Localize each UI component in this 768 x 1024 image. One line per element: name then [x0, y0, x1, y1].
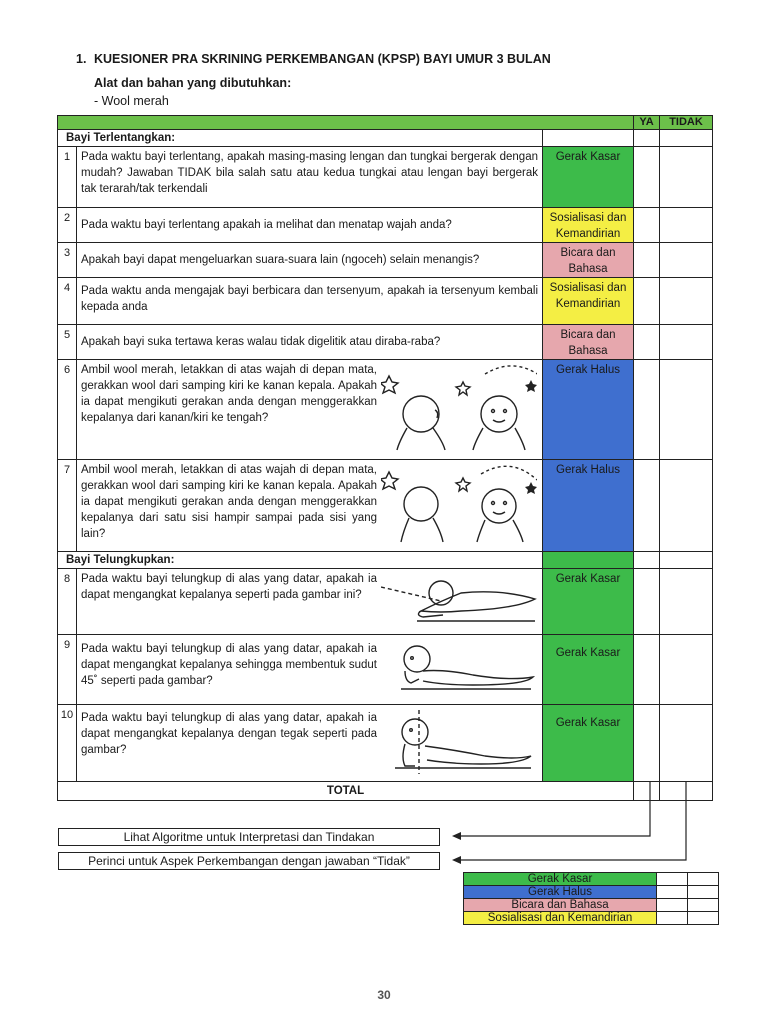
table-row [58, 705, 713, 782]
row-question: Pada waktu bayi terlentang apakah ia melihat dan menatap wajah anda? [77, 208, 543, 243]
heading-number: 1. [76, 52, 87, 66]
section-cat-cell [543, 130, 634, 147]
category-legend [463, 872, 719, 925]
answer-ya-cell[interactable] [634, 705, 660, 782]
legend-row [464, 912, 719, 925]
table-row [58, 147, 713, 208]
row-question: Apakah bayi dapat mengeluarkan suara-suara lain (ngoceh) selain menangis? [77, 243, 543, 278]
answer-tidak-cell[interactable] [660, 243, 713, 278]
answer-ya-cell[interactable] [634, 360, 660, 460]
row-category: Gerak Kasar [543, 705, 634, 782]
answer-tidak-cell[interactable] [660, 278, 713, 325]
row-question: Ambil wool merah, letakkan di atas wajah di depan mata, gerakkan wool dari samping kiri ke kanan kepala. Apakah ia dapat mengikuti gerakan anda dengan menggerakkan kepalanya dari kanan/kiri ke tengah? [81, 364, 377, 424]
legend-row [464, 873, 719, 886]
row-category: Gerak Kasar [543, 569, 634, 635]
row-number: 5 [58, 325, 77, 360]
section-ya-cell [634, 130, 660, 147]
row-question: Pada waktu bayi telungkup di alas yang datar, apakah ia dapat mengangkat kepalanya sehingga membentuk sudut 45˚ seperti pada gambar? [81, 643, 377, 687]
row-category: Gerak Halus [543, 460, 634, 552]
legend-label: Bicara dan Bahasa [464, 899, 657, 912]
row-number: 10 [58, 705, 77, 782]
answer-ya-cell[interactable] [634, 460, 660, 552]
legend-label: Sosialisasi dan Kemandirian [464, 912, 657, 925]
row-question: Ambil wool merah, letakkan di atas wajah di depan mata, gerakkan wool dari samping kiri ke kanan kepala. Apakah ia dapat mengikuti gerakan anda dengan menggerakkan kepalanya dari satu sisi hampir sampai pada sisi yang lain? [81, 464, 377, 540]
answer-ya-cell[interactable] [634, 325, 660, 360]
row-number: 9 [58, 635, 77, 705]
legend-tidak-cell[interactable] [688, 912, 719, 925]
row-number: 1 [58, 147, 77, 208]
materials-label: Alat dan bahan yang dibutuhkan: [94, 76, 292, 90]
detail-note: Perinci untuk Aspek Perkembangan dengan jawaban “Tidak” [58, 852, 440, 870]
legend-tidak-cell[interactable] [688, 873, 719, 886]
legend-label: Gerak Halus [464, 886, 657, 899]
table-row [58, 460, 713, 552]
table-row [58, 278, 713, 325]
table-row [58, 243, 713, 278]
answer-tidak-cell[interactable] [660, 635, 713, 705]
row-number: 6 [58, 360, 77, 460]
table-row [58, 208, 713, 243]
table-row [58, 569, 713, 635]
row-category: Gerak Kasar [543, 635, 634, 705]
baby-prone-45-illustration [381, 641, 537, 702]
baby-head-tracking-illustration [381, 462, 537, 549]
col-ya-header: YA [634, 116, 660, 130]
row-question-cell [77, 460, 543, 552]
section-tidak-cell [660, 552, 713, 569]
section-heading [76, 52, 551, 66]
section-title-terlentang: Bayi Terlentangkan: [58, 130, 543, 147]
row-question: Pada waktu anda mengajak bayi berbicara dan tersenyum, apakah ia tersenyum kembali kepada anda [77, 278, 543, 325]
total-row [58, 782, 713, 801]
total-label: TOTAL [58, 782, 634, 801]
answer-ya-cell[interactable] [634, 147, 660, 208]
table-row [58, 635, 713, 705]
row-number: 3 [58, 243, 77, 278]
legend-ya-cell[interactable] [657, 873, 688, 886]
answer-ya-cell[interactable] [634, 635, 660, 705]
row-category: Sosialisasi dan Kemandirian [543, 208, 634, 243]
row-question-cell [77, 360, 543, 460]
row-number: 8 [58, 569, 77, 635]
answer-ya-cell[interactable] [634, 278, 660, 325]
answer-ya-cell[interactable] [634, 208, 660, 243]
legend-ya-cell[interactable] [657, 886, 688, 899]
row-question-cell [77, 569, 543, 635]
arrow-head-icon [452, 856, 461, 864]
section-row [58, 130, 713, 147]
total-ya-cell[interactable] [634, 782, 660, 801]
answer-ya-cell[interactable] [634, 569, 660, 635]
legend-row [464, 886, 719, 899]
section-tidak-cell [660, 130, 713, 147]
answer-tidak-cell[interactable] [660, 569, 713, 635]
col-tidak-header: TIDAK [660, 116, 713, 130]
legend-row [464, 899, 719, 912]
answer-tidak-cell[interactable] [660, 147, 713, 208]
row-category: Bicara dan Bahasa [543, 325, 634, 360]
arrow-head-icon [452, 832, 461, 840]
row-number: 4 [58, 278, 77, 325]
table-row [58, 325, 713, 360]
baby-prone-upright-illustration [381, 710, 537, 779]
header-spacer [58, 116, 634, 130]
total-tidak-cell[interactable] [660, 782, 713, 801]
baby-prone-illustration [381, 571, 537, 632]
legend-label: Gerak Kasar [464, 873, 657, 886]
legend-tidak-cell[interactable] [688, 899, 719, 912]
page-number: 30 [377, 988, 391, 1002]
row-question-cell [77, 635, 543, 705]
row-question: Pada waktu bayi telungkup di alas yang datar, apakah ia dapat mengangkat kepalanya seperti pada gambar ini? [81, 573, 377, 601]
table-row [58, 360, 713, 460]
row-category: Bicara dan Bahasa [543, 243, 634, 278]
row-question: Apakah bayi suka tertawa keras walau tidak digelitik atau diraba-raba? [77, 325, 543, 360]
answer-ya-cell[interactable] [634, 243, 660, 278]
baby-head-tracking-illustration [381, 362, 537, 457]
kpsp-table [57, 115, 713, 801]
row-category: Sosialisasi dan Kemandirian [543, 278, 634, 325]
row-question-cell [77, 705, 543, 782]
row-category: Gerak Kasar [543, 147, 634, 208]
section-title-telungkup: Bayi Telungkupkan: [58, 552, 543, 569]
section-row [58, 552, 713, 569]
materials-item: - Wool merah [94, 94, 169, 108]
heading-title: KUESIONER PRA SKRINING PERKEMBANGAN (KPSP) BAYI UMUR 3 BULAN [94, 52, 551, 66]
answer-tidak-cell[interactable] [660, 325, 713, 360]
legend-ya-cell[interactable] [657, 912, 688, 925]
row-question: Pada waktu bayi terlentang, apakah masing-masing lengan dan tungkai bergerak dengan mudah? Jawaban TIDAK bila salah satu atau kedua tungkai atau lengan bayi bergerak tak terarah/tak terkendali [77, 147, 543, 208]
section-ya-cell [634, 552, 660, 569]
answer-tidak-cell[interactable] [660, 360, 713, 460]
table-header-row [58, 116, 713, 130]
answer-tidak-cell[interactable] [660, 460, 713, 552]
row-category: Gerak Halus [543, 360, 634, 460]
row-question: Pada waktu bayi telungkup di alas yang datar, apakah ia dapat mengangkat kepalanya dengan tegak seperti pada gambar? [81, 712, 377, 756]
row-number: 2 [58, 208, 77, 243]
answer-tidak-cell[interactable] [660, 705, 713, 782]
section-cat-cell [543, 552, 634, 569]
row-number: 7 [58, 460, 77, 552]
answer-tidak-cell[interactable] [660, 208, 713, 243]
algorithm-note: Lihat Algoritme untuk Interpretasi dan Tindakan [58, 828, 440, 846]
legend-ya-cell[interactable] [657, 899, 688, 912]
legend-tidak-cell[interactable] [688, 886, 719, 899]
